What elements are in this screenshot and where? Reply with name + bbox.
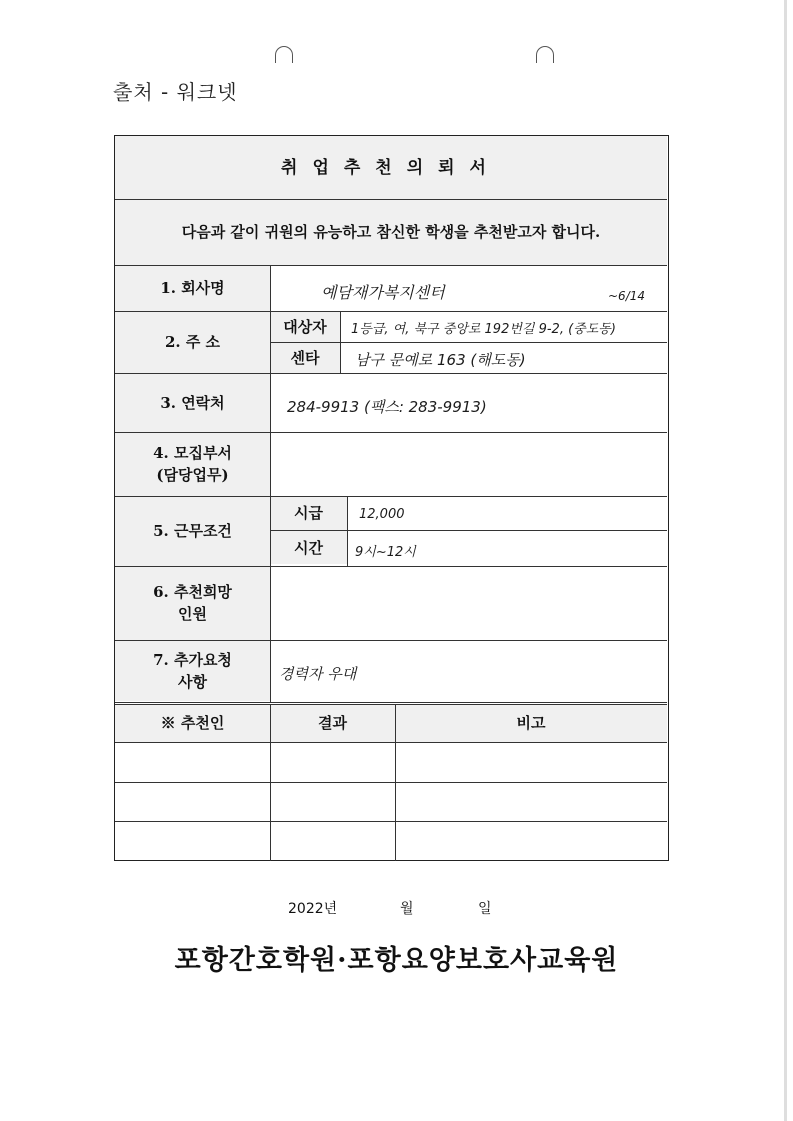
request-label xyxy=(115,640,270,702)
contact-label: 3. 연락처 xyxy=(160,393,225,412)
wage-label: 시급 xyxy=(294,504,323,522)
dept-label-line2: (담당업무) xyxy=(156,466,229,484)
condition-label: 5. 근무조건 xyxy=(153,522,232,540)
referral-form xyxy=(114,135,669,861)
contact-value: 284-9913 (팩스: 283-9913) xyxy=(287,398,487,416)
recommender-header: ※ 추천인 xyxy=(160,714,225,732)
wage-value: 12,000 xyxy=(359,507,405,522)
request-label-line1: 7. 추가요청 xyxy=(153,651,232,669)
company-value: 예담재가복지센터 xyxy=(321,283,445,302)
time-value: 9시~12시 xyxy=(355,545,416,560)
result-row-3-remarks xyxy=(395,821,667,859)
punch-hole-right xyxy=(536,46,554,63)
time-label: 시간 xyxy=(294,539,323,557)
date-day: 일 xyxy=(478,901,492,917)
date-year: 2022년 xyxy=(288,901,338,917)
result-row-3-result xyxy=(270,821,395,859)
address-target-value: 1등급, 여, 북구 중앙로 192번길 9-2, (중도동) xyxy=(351,322,616,337)
form-intro: 다음과 같이 귀원의 유능하고 참신한 학생을 추천받고자 합니다. xyxy=(181,223,601,241)
result-row-2-recommender xyxy=(115,782,270,821)
form-title: 취업추천의뢰서 xyxy=(281,157,501,178)
headcount-label-line1: 6. 추천희망 xyxy=(153,583,232,601)
result-header: 결과 xyxy=(318,714,347,732)
result-row-1-remarks xyxy=(395,742,667,782)
result-row-2-remarks xyxy=(395,782,667,821)
result-row-3-recommender xyxy=(115,821,270,859)
address-center-value: 남구 문예로 163 (해도동) xyxy=(355,351,526,369)
institution-name: 포항간호학원·포항요양보호사교육원 xyxy=(174,945,619,976)
headcount-label-line2: 인원 xyxy=(178,605,207,623)
dept-label xyxy=(115,432,270,496)
company-label: 1. 회사명 xyxy=(160,279,225,297)
date-month: 월 xyxy=(400,901,414,917)
headcount-label xyxy=(115,566,270,640)
request-label-line2: 사항 xyxy=(178,673,207,691)
company-deadline-note: ~6/14 xyxy=(608,289,646,303)
punch-hole-left xyxy=(275,46,293,63)
result-row-2-result xyxy=(270,782,395,821)
result-row-1-result xyxy=(270,742,395,782)
remarks-header: 비고 xyxy=(516,714,546,732)
dept-label-line1: 4. 모집부서 xyxy=(153,444,232,462)
address-label: 2. 주 소 xyxy=(164,333,221,351)
source-label: 출처 - 워크넷 xyxy=(113,80,238,104)
address-center-label: 센타 xyxy=(290,348,320,367)
address-target-label: 대상자 xyxy=(283,317,327,336)
result-row-1-recommender xyxy=(115,742,270,782)
request-value: 경력자 우대 xyxy=(279,665,357,683)
